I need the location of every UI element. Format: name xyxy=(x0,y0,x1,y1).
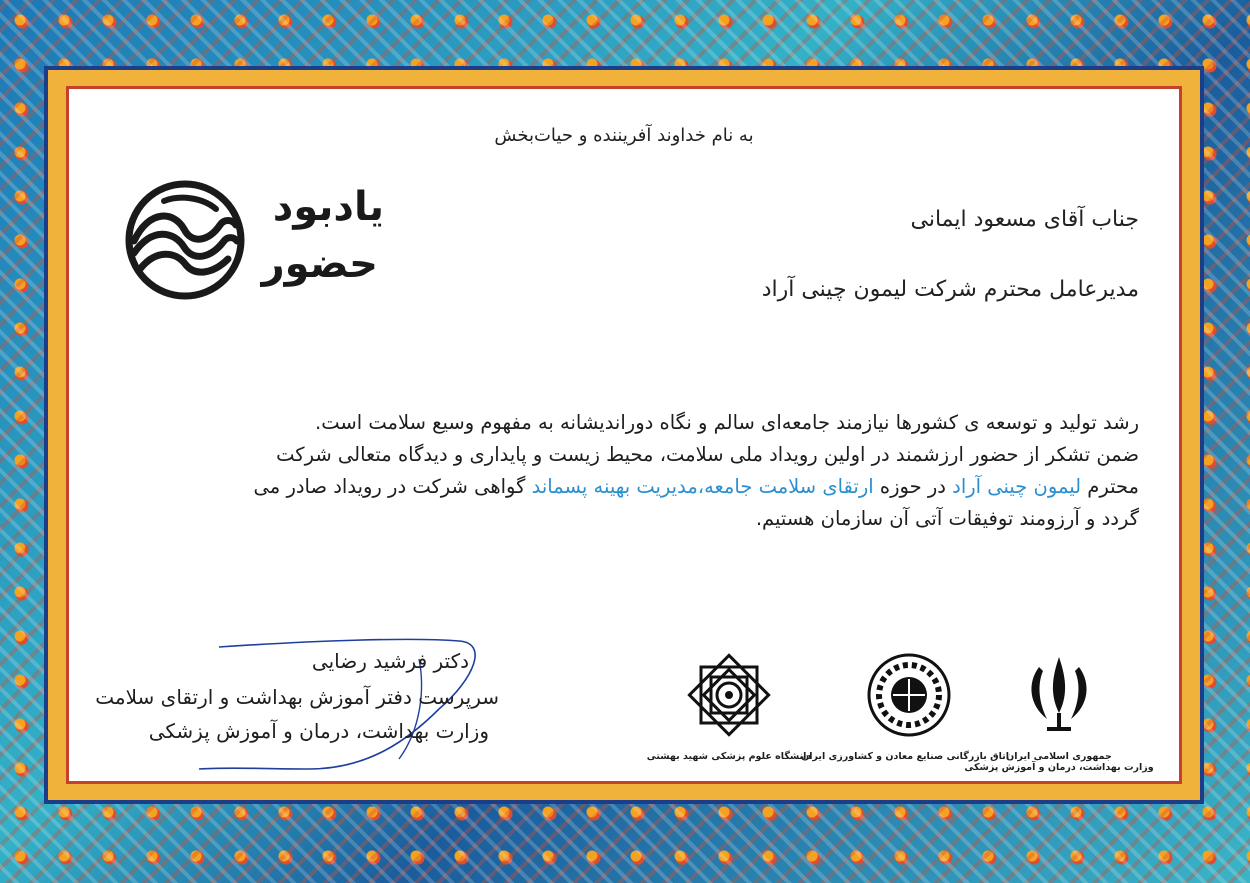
waves-circle-icon xyxy=(124,179,246,301)
emblem-iran-moh xyxy=(959,649,1159,773)
signatory-title: سرپرست دفتر آموزش بهداشت و ارتقای سلامت xyxy=(95,685,499,709)
invocation-text: به نام خداوند آفریننده و حیات‌بخش xyxy=(494,125,754,146)
body-line-2: ضمن تشکر از حضور ارزشمند در اولین رویداد ملی سلامت، محیط زیست و پایداری و دیدگاه متعالی شرکت xyxy=(276,443,1139,466)
recipient-name: جناب آقای مسعود ایمانی xyxy=(910,207,1139,232)
logo-title-line2: حضور xyxy=(261,241,378,287)
body-line-3-prefix: محترم xyxy=(1087,475,1139,498)
fields-highlight: ارتقای سلامت جامعه،مدیریت بهینه پسماند xyxy=(531,475,874,498)
body-line-3-mid: در حوزه xyxy=(879,475,946,498)
gear-globe-emblem-icon xyxy=(863,649,955,741)
logo-title-line1: یادبود xyxy=(272,184,384,230)
emblem-caption-sbmu: دانشگاه علوم پزشکی شهید بهشتی xyxy=(646,751,812,762)
iran-coat-of-arms-icon xyxy=(1013,649,1105,741)
emblem-caption-iri: جمهوری اسلامی ایران xyxy=(1006,751,1112,762)
body-line-3-suffix: گواهی شرکت در رویداد صادر می xyxy=(253,475,526,498)
emblem-caption-moh: وزارت بهداشت، درمان و آموزش پزشکی xyxy=(964,762,1154,773)
signatory-org: وزارت بهداشت، درمان و آموزش پزشکی xyxy=(148,719,489,743)
star-lattice-emblem-icon xyxy=(683,649,775,741)
body-line-3 xyxy=(129,471,1139,503)
recipient-position: مدیرعامل محترم شرکت لیمون چینی آراد xyxy=(761,277,1139,302)
signature-block xyxy=(95,609,509,779)
certificate-card xyxy=(66,86,1182,784)
body-line-4: گردد و آرزومند توفیقات آتی آن سازمان هستیم. xyxy=(755,507,1139,530)
emblem-caption-chamber: اتاق بازرگانی صنایع معادن و کشاورزی ایران xyxy=(801,751,1009,762)
emblem-shahid-beheshti xyxy=(629,649,829,762)
event-logo xyxy=(124,179,384,299)
certificate-body xyxy=(129,407,1139,535)
body-line-1: رشد تولید و توسعه ی کشورها نیازمند جامعه‌ای سالم و نگاه دوراندیشانه به مفهوم وسیع سلامت است. xyxy=(315,411,1139,434)
signatory-name: دکتر فرشید رضایی xyxy=(311,649,469,673)
company-name-highlight: لیمون چینی آراد xyxy=(952,475,1082,498)
